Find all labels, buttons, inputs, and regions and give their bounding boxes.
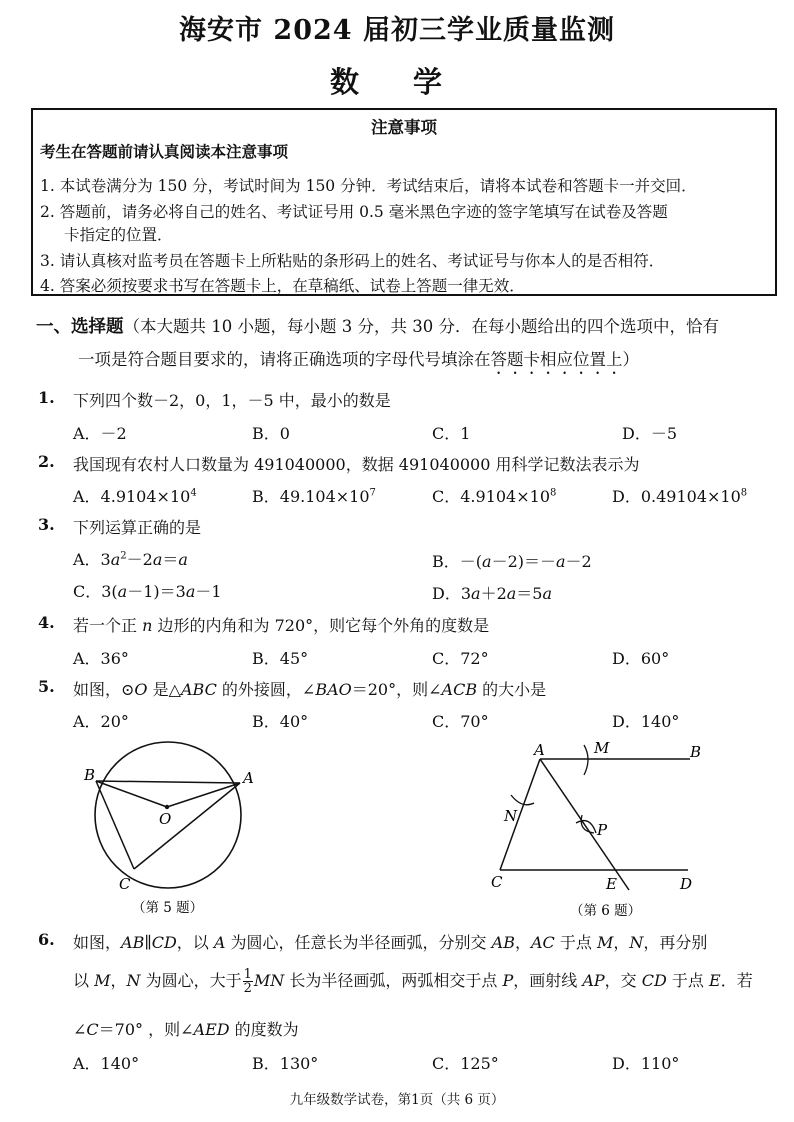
fig6-label-a: A [534, 741, 545, 759]
fig5-caption: （第 5 题） [132, 900, 204, 916]
fig5-segment-oa [167, 783, 240, 807]
section-label: 一、选择题 [36, 317, 124, 337]
fig6-label-p: P [597, 821, 608, 839]
q2-option-c: C．$4.9104\times 10^8$ [432, 487, 557, 506]
fig5-label-c: C [119, 875, 131, 893]
q6-option-a: A．140° [73, 1054, 140, 1073]
notice-box [31, 108, 777, 296]
fig5-segment-ca [134, 783, 240, 869]
q3-option-c: C．3(a－1)＝3a－1 [73, 582, 222, 601]
q4-option-d: D．60° [612, 649, 670, 668]
q4-number: 4. [38, 613, 55, 632]
notice-item-1: 1. 本试卷满分为 150 分，考试时间为 150 分钟．考试结束后，请将本试卷和答题卡一并交回． [40, 177, 697, 195]
q4-option-a: A．36° [73, 649, 129, 668]
notice-lead: 考生在答题前请认真阅读本注意事项 [40, 142, 289, 161]
q2-stem: 我国现有农村人口数量为 491040000，数据 491040000 用科学记数法表示为 [73, 455, 640, 474]
q4-stem: 若一个正 n 边形的内角和为 720°，则它每个外角的度数是 [73, 616, 490, 635]
q6-option-b: B．130° [252, 1054, 319, 1073]
fig5-segment-bc [96, 781, 134, 869]
fig5-label-b: B [84, 766, 96, 784]
notice-item-2: 2. 答题前，请务必将自己的姓名、考试证号用 0.5 毫米黑色字迹的签字笔填写在试卷及答题 [40, 203, 668, 221]
section-desc-emphasis: 答题卡相应位置上 [490, 350, 623, 369]
q6-option-c: C．125° [432, 1054, 499, 1073]
q1-option-a: A．－2 [73, 424, 127, 443]
notice-title: 注意事项 [371, 118, 437, 137]
section-desc-1: （本大题共 10 小题，每小题 3 分，共 30 分．在每小题给出的四个选项中，恰有 [123, 317, 719, 336]
section-desc-2c: ） [622, 350, 639, 369]
q1-option-b: B．0 [252, 424, 290, 443]
fig6-label-n: N [504, 807, 518, 825]
q6-stem-line-3: ∠C＝70° ，则∠AED 的度数为 [73, 1020, 299, 1039]
subject-title: 数 学 [329, 65, 465, 99]
figure-6 [480, 735, 710, 920]
page-footer: 九年级数学试卷，第1页（共 6 页） [289, 1092, 505, 1108]
section-desc-2a: 一项是符合题目要求的，请将正确选项的字母代号填涂在 [78, 350, 491, 369]
q3-stem: 下列运算正确的是 [73, 518, 202, 537]
q6-option-d: D．110° [612, 1054, 680, 1073]
q4-option-b: B．45° [252, 649, 309, 668]
fig6-label-c: C [491, 873, 503, 891]
notice-item-2-cont: 卡指定的位置． [64, 226, 173, 244]
q3-option-d: D．3a＋2a＝5a [432, 584, 553, 603]
q1-option-c: C．1 [432, 424, 471, 443]
fig6-label-b: B [690, 743, 702, 761]
fig5-label-o: O [159, 810, 172, 828]
q1-option-d: D．－5 [622, 424, 678, 443]
fig6-label-d: D [680, 875, 693, 893]
q3-option-b: B．－(a－2)＝－a－2 [432, 552, 592, 571]
section-heading [36, 313, 719, 338]
fig6-label-m: M [594, 739, 610, 757]
q3-number: 3. [38, 515, 55, 534]
q1-number: 1. [38, 388, 55, 407]
notice-item-4: 4. 答案必须按要求书写在答题卡上，在草稿纸、试卷上答题一律无效． [40, 277, 525, 295]
section-desc-line-2 [78, 346, 639, 378]
q6-stem-line-2: 以 M，N 为圆心，大于 $\frac{1}{2}$ MN 长为半径画弧，两弧相交于点 P，画射线 AP，交 CD 于点 E．若 [73, 967, 753, 996]
q6-number: 6. [38, 930, 55, 949]
q2-option-b: B．$49.104\times 10^7$ [252, 487, 376, 506]
q4-option-c: C．72° [432, 649, 489, 668]
q2-option-d: D．$0.49104\times 10^8$ [612, 487, 748, 506]
q5-stem: 如图，⊙O 是△ABC 的外接圆，∠BAO＝20°，则∠ACB 的大小是 [73, 680, 547, 699]
notice-item-3: 3. 请认真核对监考员在答题卡上所粘贴的条形码上的姓名、考试证号与你本人的是否相符． [40, 252, 665, 270]
fig6-caption: （第 6 题） [570, 903, 642, 919]
fig6-arc-n [511, 795, 534, 805]
q5-option-d: D．140° [612, 712, 680, 731]
q5-option-b: B．40° [252, 712, 309, 731]
fig5-center-point [165, 805, 169, 809]
fig6-arc-m [584, 745, 588, 775]
q2-number: 2. [38, 452, 55, 471]
q6-fraction: $\frac{1}{2}$ [243, 967, 252, 996]
q2-option-a: A．$4.9104\times 10^4$ [73, 487, 197, 506]
fig5-segment-bo [96, 781, 167, 807]
exam-title: 海安市 2024 届初三学业质量监测 [179, 15, 615, 46]
q5-option-a: A．20° [73, 712, 129, 731]
q6-stem-line-1: 如图，AB∥CD，以 A 为圆心，任意长为半径画弧，分别交 AB，AC 于点 M，N，再分别 [73, 933, 708, 952]
q5-option-c: C．70° [432, 712, 489, 731]
q3-option-a: A．$3a^2-2a=a$ [73, 550, 188, 569]
figure-5 [75, 735, 275, 920]
q1-stem: 下列四个数－2，0，1，－5 中，最小的数是 [73, 391, 391, 410]
q5-number: 5. [38, 677, 55, 696]
fig5-segment-ba [96, 781, 240, 783]
fig6-label-e: E [606, 875, 617, 893]
fig5-label-a: A [243, 769, 254, 787]
